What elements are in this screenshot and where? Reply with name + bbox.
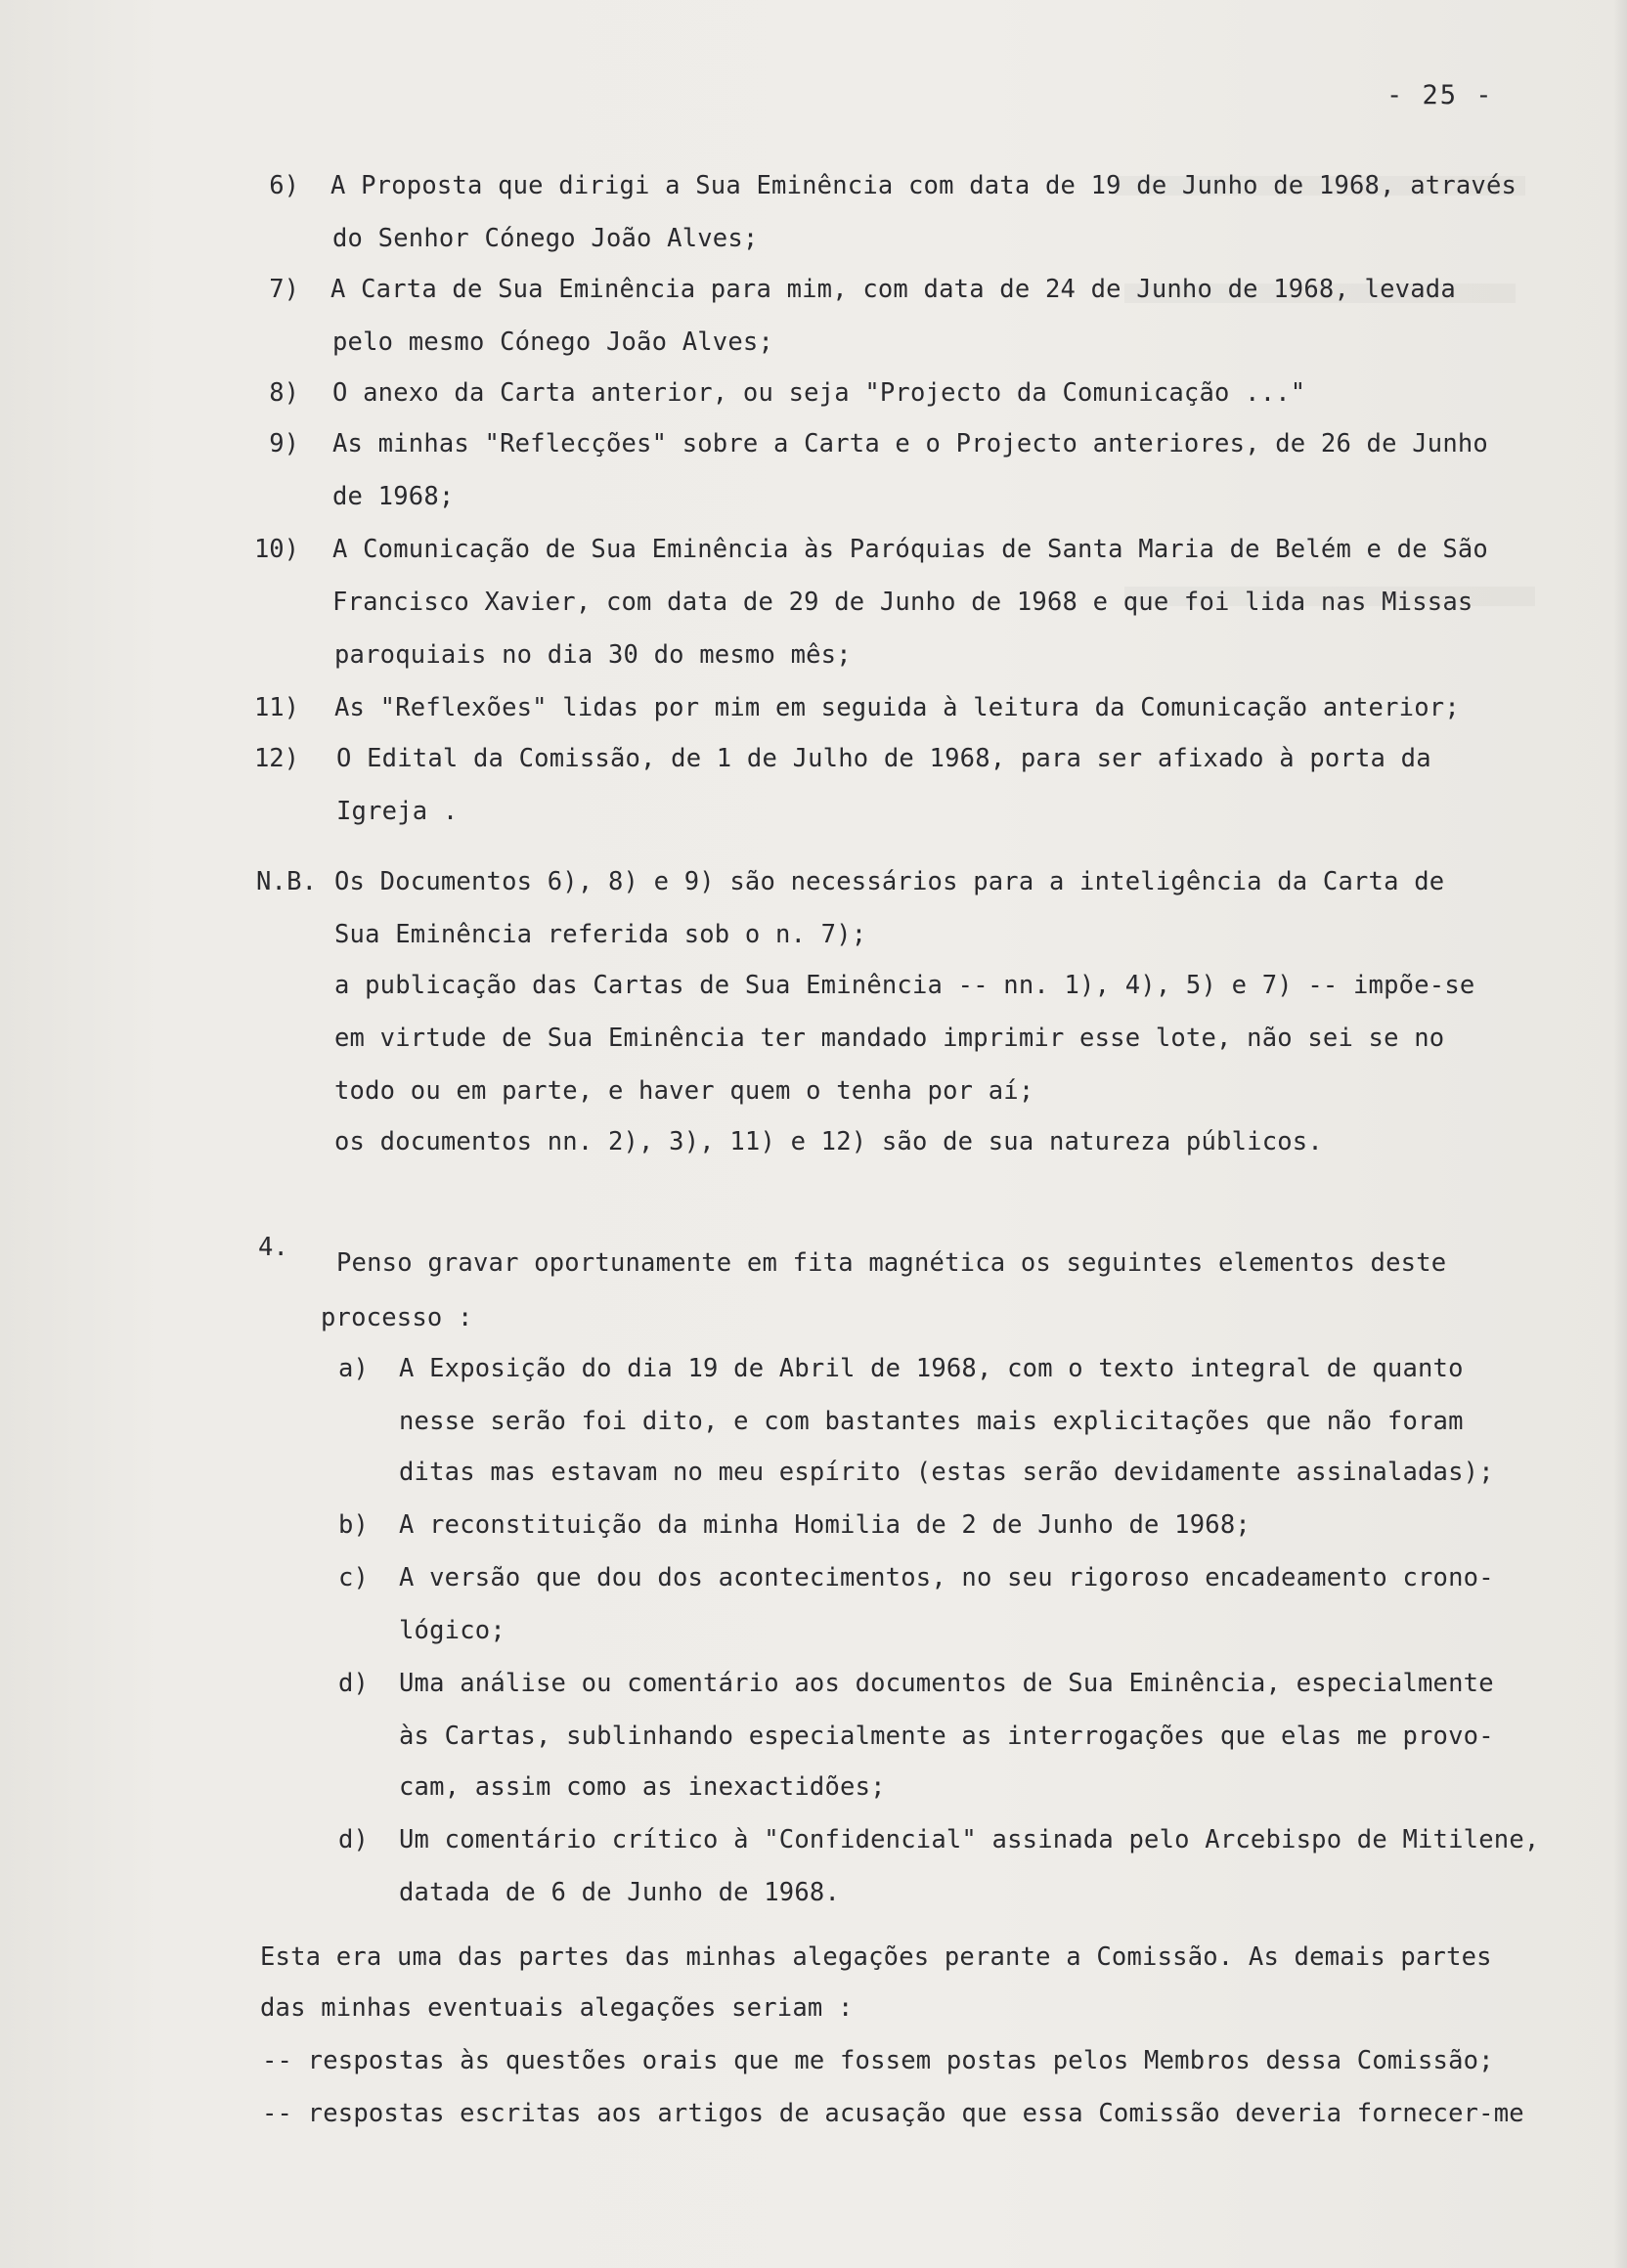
subitem-letter: d)	[338, 1825, 370, 1854]
closing-line: -- respostas às questões orais que me fossem postas pelos Membros dessa Comissão;	[262, 2046, 1494, 2075]
nb-label: N.B.	[256, 867, 318, 896]
subitem-line: A versão que dou dos acontecimentos, no seu rigoroso encadeamento crono-	[399, 1563, 1494, 1592]
item-number: 7)	[269, 275, 299, 304]
item-line: paroquiais no dia 30 do mesmo mês;	[334, 640, 852, 670]
section-intro-line: processo :	[321, 1303, 473, 1332]
closing-line: -- respostas escritas aos artigos de acusação que essa Comissão deveria fornecer-me	[262, 2099, 1524, 2128]
subitem-line: A Exposição do dia 19 de Abril de 1968, com o texto integral de quanto	[399, 1354, 1464, 1383]
item-line: O anexo da Carta anterior, ou seja "Projecto da Comunicação ..."	[332, 378, 1306, 408]
item-line: de 1968;	[332, 482, 455, 511]
subitem-letter: c)	[338, 1563, 370, 1592]
item-number: 12)	[253, 744, 299, 773]
subitem-letter: b)	[338, 1510, 370, 1540]
section-number: 4.	[258, 1233, 289, 1262]
item-number: 9)	[269, 429, 299, 458]
item-number: 10)	[253, 535, 299, 564]
page-number: - 25 -	[1386, 80, 1494, 110]
item-number: 8)	[269, 378, 299, 408]
item-number: 6)	[269, 171, 299, 200]
section-intro-line: Penso gravar oportunamente em fita magnética os seguintes elementos deste	[336, 1248, 1447, 1278]
nb-line: os documentos nn. 2), 3), 11) e 12) são de sua natureza públicos.	[334, 1127, 1323, 1156]
subitem-line: ditas mas estavam no meu espírito (estas serão devidamente assinaladas);	[399, 1458, 1494, 1487]
subitem-line: nesse serão foi dito, e com bastantes mais explicitações que não foram	[399, 1407, 1464, 1436]
subitem-line: cam, assim como as inexactidões;	[399, 1772, 886, 1802]
subitem-letter: d)	[338, 1669, 370, 1698]
nb-line: todo ou em parte, e haver quem o tenha por aí;	[334, 1076, 1034, 1106]
subitem-line: A reconstituição da minha Homilia de 2 de Junho de 1968;	[399, 1510, 1251, 1540]
subitem-line: lógico;	[399, 1616, 506, 1645]
item-line: A Comunicação de Sua Eminência às Paróquias de Santa Maria de Belém e de São	[332, 535, 1488, 564]
nb-line: Os Documentos 6), 8) e 9) são necessários para a inteligência da Carta de	[334, 867, 1445, 896]
item-line: A Carta de Sua Eminência para mim, com data de 24 de Junho de 1968, levada	[330, 275, 1456, 304]
nb-line: em virtude de Sua Eminência ter mandado imprimir esse lote, não sei se no	[334, 1024, 1445, 1053]
nb-line: Sua Eminência referida sob o n. 7);	[334, 920, 867, 949]
nb-line: a publicação das Cartas de Sua Eminência -- nn. 1), 4), 5) e 7) -- impõe-se	[334, 971, 1475, 1000]
subitem-line: datada de 6 de Junho de 1968.	[399, 1878, 841, 1907]
closing-line: Esta era uma das partes das minhas alegações perante a Comissão. As demais partes	[260, 1942, 1492, 1972]
item-line: do Senhor Cónego João Alves;	[332, 224, 759, 253]
item-line: O Edital da Comissão, de 1 de Julho de 1968, para ser afixado à porta da	[336, 744, 1431, 773]
item-line: Francisco Xavier, com data de 29 de Junho de 1968 e que foi lida nas Missas	[332, 588, 1473, 617]
item-line: As minhas "Reflecções" sobre a Carta e o Projecto anteriores, de 26 de Junho	[332, 429, 1488, 458]
subitem-line: Um comentário crítico à "Confidencial" assinada pelo Arcebispo de Mitilene,	[399, 1825, 1540, 1854]
item-number: 11)	[253, 693, 299, 722]
item-line: A Proposta que dirigi a Sua Eminência com data de 19 de Junho de 1968, através	[330, 171, 1517, 200]
closing-line: das minhas eventuais alegações seriam :	[260, 1993, 854, 2023]
subitem-line: às Cartas, sublinhando especialmente as interrogações que elas me provo-	[399, 1722, 1494, 1751]
subitem-letter: a)	[338, 1354, 370, 1383]
item-line: Igreja .	[336, 797, 459, 826]
subitem-line: Uma análise ou comentário aos documentos de Sua Eminência, especialmente	[399, 1669, 1494, 1698]
item-line: pelo mesmo Cónego João Alves;	[332, 327, 774, 357]
item-line: As "Reflexões" lidas por mim em seguida à leitura da Comunicação anterior;	[334, 693, 1460, 722]
